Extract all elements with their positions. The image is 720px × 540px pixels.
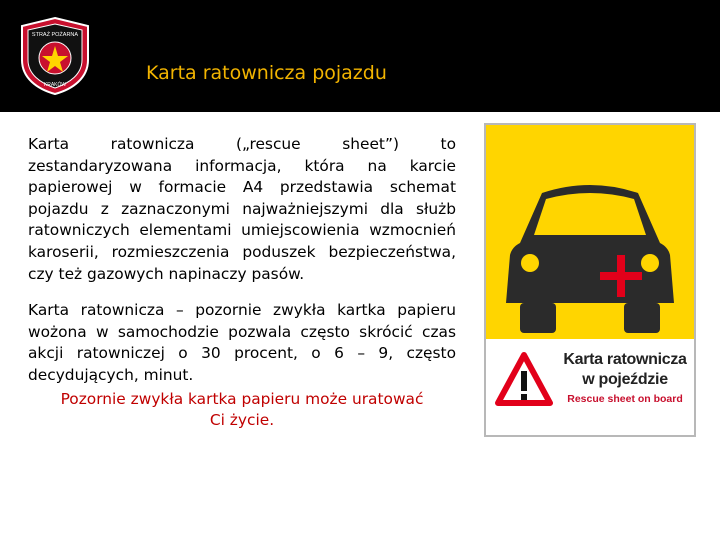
rescue-sheet-sticker — [484, 123, 696, 437]
sticker-title-line2: w pojeździe — [582, 371, 668, 388]
sticker-title-line1: Karta ratownicza — [563, 351, 687, 368]
sticker-car-area — [486, 125, 694, 339]
svg-text:KRAKÓW: KRAKÓW — [43, 82, 67, 88]
car-icon — [486, 125, 694, 339]
svg-text:STRAŻ POŻARNA: STRAŻ POŻARNA — [31, 32, 79, 38]
paragraph-benefit: Karta ratownicza – pozornie zwykła kartka papieru wożona w samochodzie pozwala często skrócić czas akcji ratowniczej o 30 procent, o 6 – 9, często decydujących, minut. — [28, 301, 456, 384]
fire-brigade-logo — [18, 16, 92, 96]
page-title: Karta ratownicza pojazdu — [146, 62, 387, 84]
slide-header — [0, 0, 720, 112]
sticker-subtitle: Rescue sheet on board — [567, 393, 683, 405]
warning-triangle-icon — [495, 351, 553, 409]
sticker-label-area — [486, 339, 694, 435]
text-block — [28, 134, 456, 432]
highlight-line-2: Ci życie. — [209, 411, 275, 430]
paragraph-definition: Karta ratownicza („rescue sheet”) to zestandaryzowana informacja, która na karcie papierowej w formacie A4 przedstawia schemat pojazdu z zaznaczonymi najważniejszymi dla służb ratowniczych elementami umiejscowienia wzmocnień karoserii, rozmieszczenia poduszek bezpieczeństwa, czy też gazowych napinaczy pasów. — [28, 135, 456, 283]
highlight-line-1: Pozornie zwykła kartka papieru może uratować — [60, 389, 424, 408]
